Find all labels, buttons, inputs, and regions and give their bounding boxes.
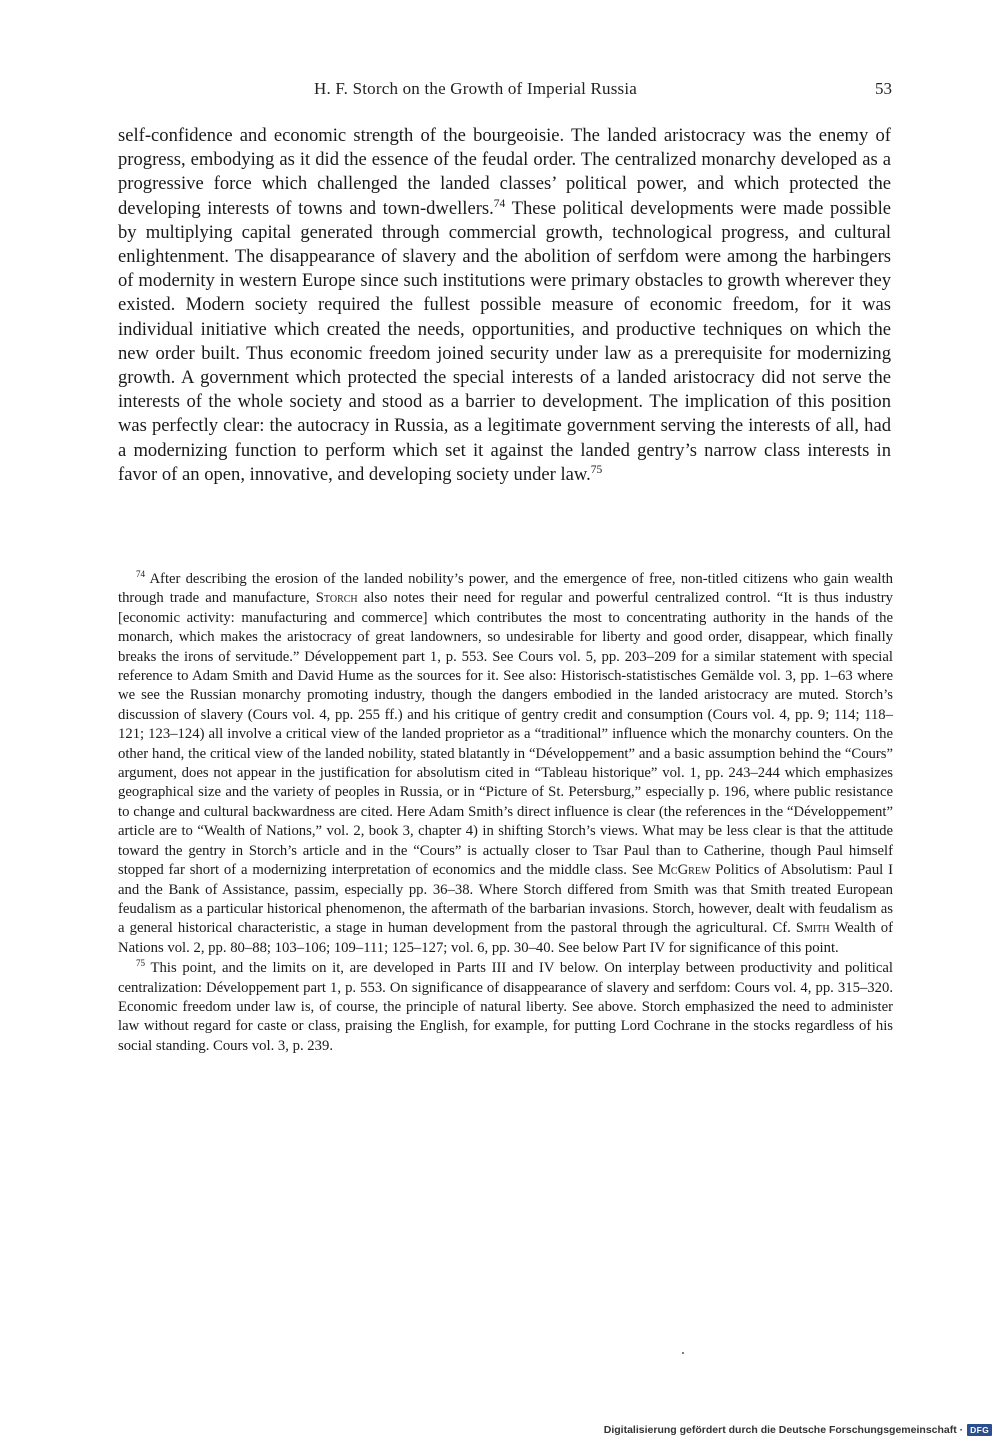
page-number: 53 xyxy=(875,79,892,98)
body-paragraph xyxy=(118,124,891,487)
footnotes-section xyxy=(118,570,893,1056)
footnote-text: This point, and the limits on it, are developed in Parts III and IV below. On interplay between productivity and political centralization: Développement part 1, p. 553. On significance of disappearance of slavery and serfdom: Cours vol. 4, pp. 315–320. Economic freedom under law is, of course, the principle of natural liberty. See above. Storch emphasized the need to administer law without regard for caste or class, praising the English, for example, for putting Lord Cochrane in the stocks regardless of his social standing. Cours vol. 3, p. 239. xyxy=(118,960,893,1054)
author-name-storch: Storch xyxy=(315,590,358,607)
author-name-smith: Smith xyxy=(795,920,830,937)
footnote-marker: 74 xyxy=(136,569,146,580)
funding-notice xyxy=(604,1424,992,1436)
main-text xyxy=(118,124,891,487)
scan-speck xyxy=(682,1352,684,1354)
paragraph-text-part-2: These political developments were made possible by multiplying capital generated through commercial growth, technological progress, and cultural enlightenment. The disappearance of slavery and the abolition of serfdom were among the harbingers of modernity in western Europe since such institutions were primary obstacles to growth wherever they existed. Modern society required the fullest possible measure of economic freedom, for it was individual initiative which created the needs, opportunities, and productive techniques on which the new order built. Thus economic freedom joined security under law as a prerequisite for modernizing growth. A government which protected the special interests of a landed aristocracy did not serve the interests of the whole society and stood as a barrier to development. The implication of this position was perfectly clear: the autocracy in Russia, as a legitimate government serving the interests of all, had a modernizing function to perform which set it against the landed gentry’s narrow class interests in favor of an open, innovative, and developing society under law. xyxy=(118,197,891,485)
footnote-75 xyxy=(118,959,893,1056)
footnote-text: Wealth of Nations vol. 2, pp. 80–88; 103–106; 109–111; 125–127; vol. 6, pp. 30–40. See below Part IV for significance of this point. xyxy=(118,920,893,956)
footnote-text: also notes their need for regular and powerful centralized control. “It is thus industry [economic activity: manufacturing and commerce] which contributes the most to concentrating authority in the hands of the monarch, which makes the aristocracy of great landowners, so undesirable for liberty and good order, disappear, which finally breaks the irons of servitude.” Développement part 1, p. 553. See Cours vol. 5, pp. 203–209 for a similar statement with special reference to Adam Smith and David Hume as the sources for it. See also: Historisch-statistisches Gemälde vol. 3, pp. 1–63 where we see the Russian monarchy promoting industry, though the dangers embodied in the landed aristocracy are muted. Storch’s discussion of slavery (Cours vol. 4, pp. 255 ff.) and his critique of gentry credit and consumption (Cours vol. 4, pp. 9; 114; 118–121; 123–124) all involve a critical view of the landed proprietor as a “traditional” influence which the monarchy counters. On the other hand, the critical view of the landed nobility, stated blatantly in “Développement” and a basic assumption behind the “Cours” argument, does not appear in the justification for absolutism cited in “Tableau historique” vol. 1, pp. 243–244 which emphasizes geographical size and the variety of peoples in Russia, or in “Picture of St. Petersburg,” especially p. 196, where public resistance to change and cultural backwardness are cited. Here Adam Smith’s direct influence is clear (the references in the “Développement” article are to “Wealth of Nations,” vol. 2, book 3, chapter 4) in shifting Storch’s views. What may be less clear is that the attitude toward the gentry in Storch’s article and in the “Cours” is actually closer to Tsar Paul than to Catherine, though Paul himself stopped far short of a modernizing interpretation of economics and the middle class. See xyxy=(118,590,893,879)
footnote-reference-74[interactable]: 74 xyxy=(493,197,506,210)
footnote-text: Politics of Absolutism: Paul I and the Bank of Assistance, passim, especially pp. 36–38. Where Storch differed from Smith was that Smith treated European feudalism as a particular historical phenomenon, the aftermath of the barbarian invasions. Storch, however, dealt with feudalism as a general historical characteristic, a stage in human development from the pastoral through the agricultural. Cf. xyxy=(118,862,893,937)
paragraph-text-part-1: self-confidence and economic strength of the bourgeoisie. The landed aristocracy was the enemy of progress, embodying as it did the essence of the feudal order. The centralized monarchy developed as a progressive force which challenged the landed classes’ political power, and which protected the developing interests of towns and town-dwellers. xyxy=(118,125,891,219)
funding-notice-text: Digitalisierung gefördert durch die Deutsche Forschungsgemeinschaft · xyxy=(603,1424,964,1436)
footnote-reference-75[interactable]: 75 xyxy=(590,463,603,476)
dfg-logo-icon: DFG xyxy=(967,1424,992,1436)
footnote-marker: 75 xyxy=(136,958,146,969)
footnote-74 xyxy=(118,570,893,958)
running-head: H. F. Storch on the Growth of Imperial Russia xyxy=(314,79,638,98)
footnote-text: After describing the erosion of the landed nobility’s power, and the emergence of free, non-titled citizens who gain wealth through trade and manufacture, xyxy=(118,571,893,607)
author-name-mcgrew: McGrew xyxy=(657,862,711,879)
